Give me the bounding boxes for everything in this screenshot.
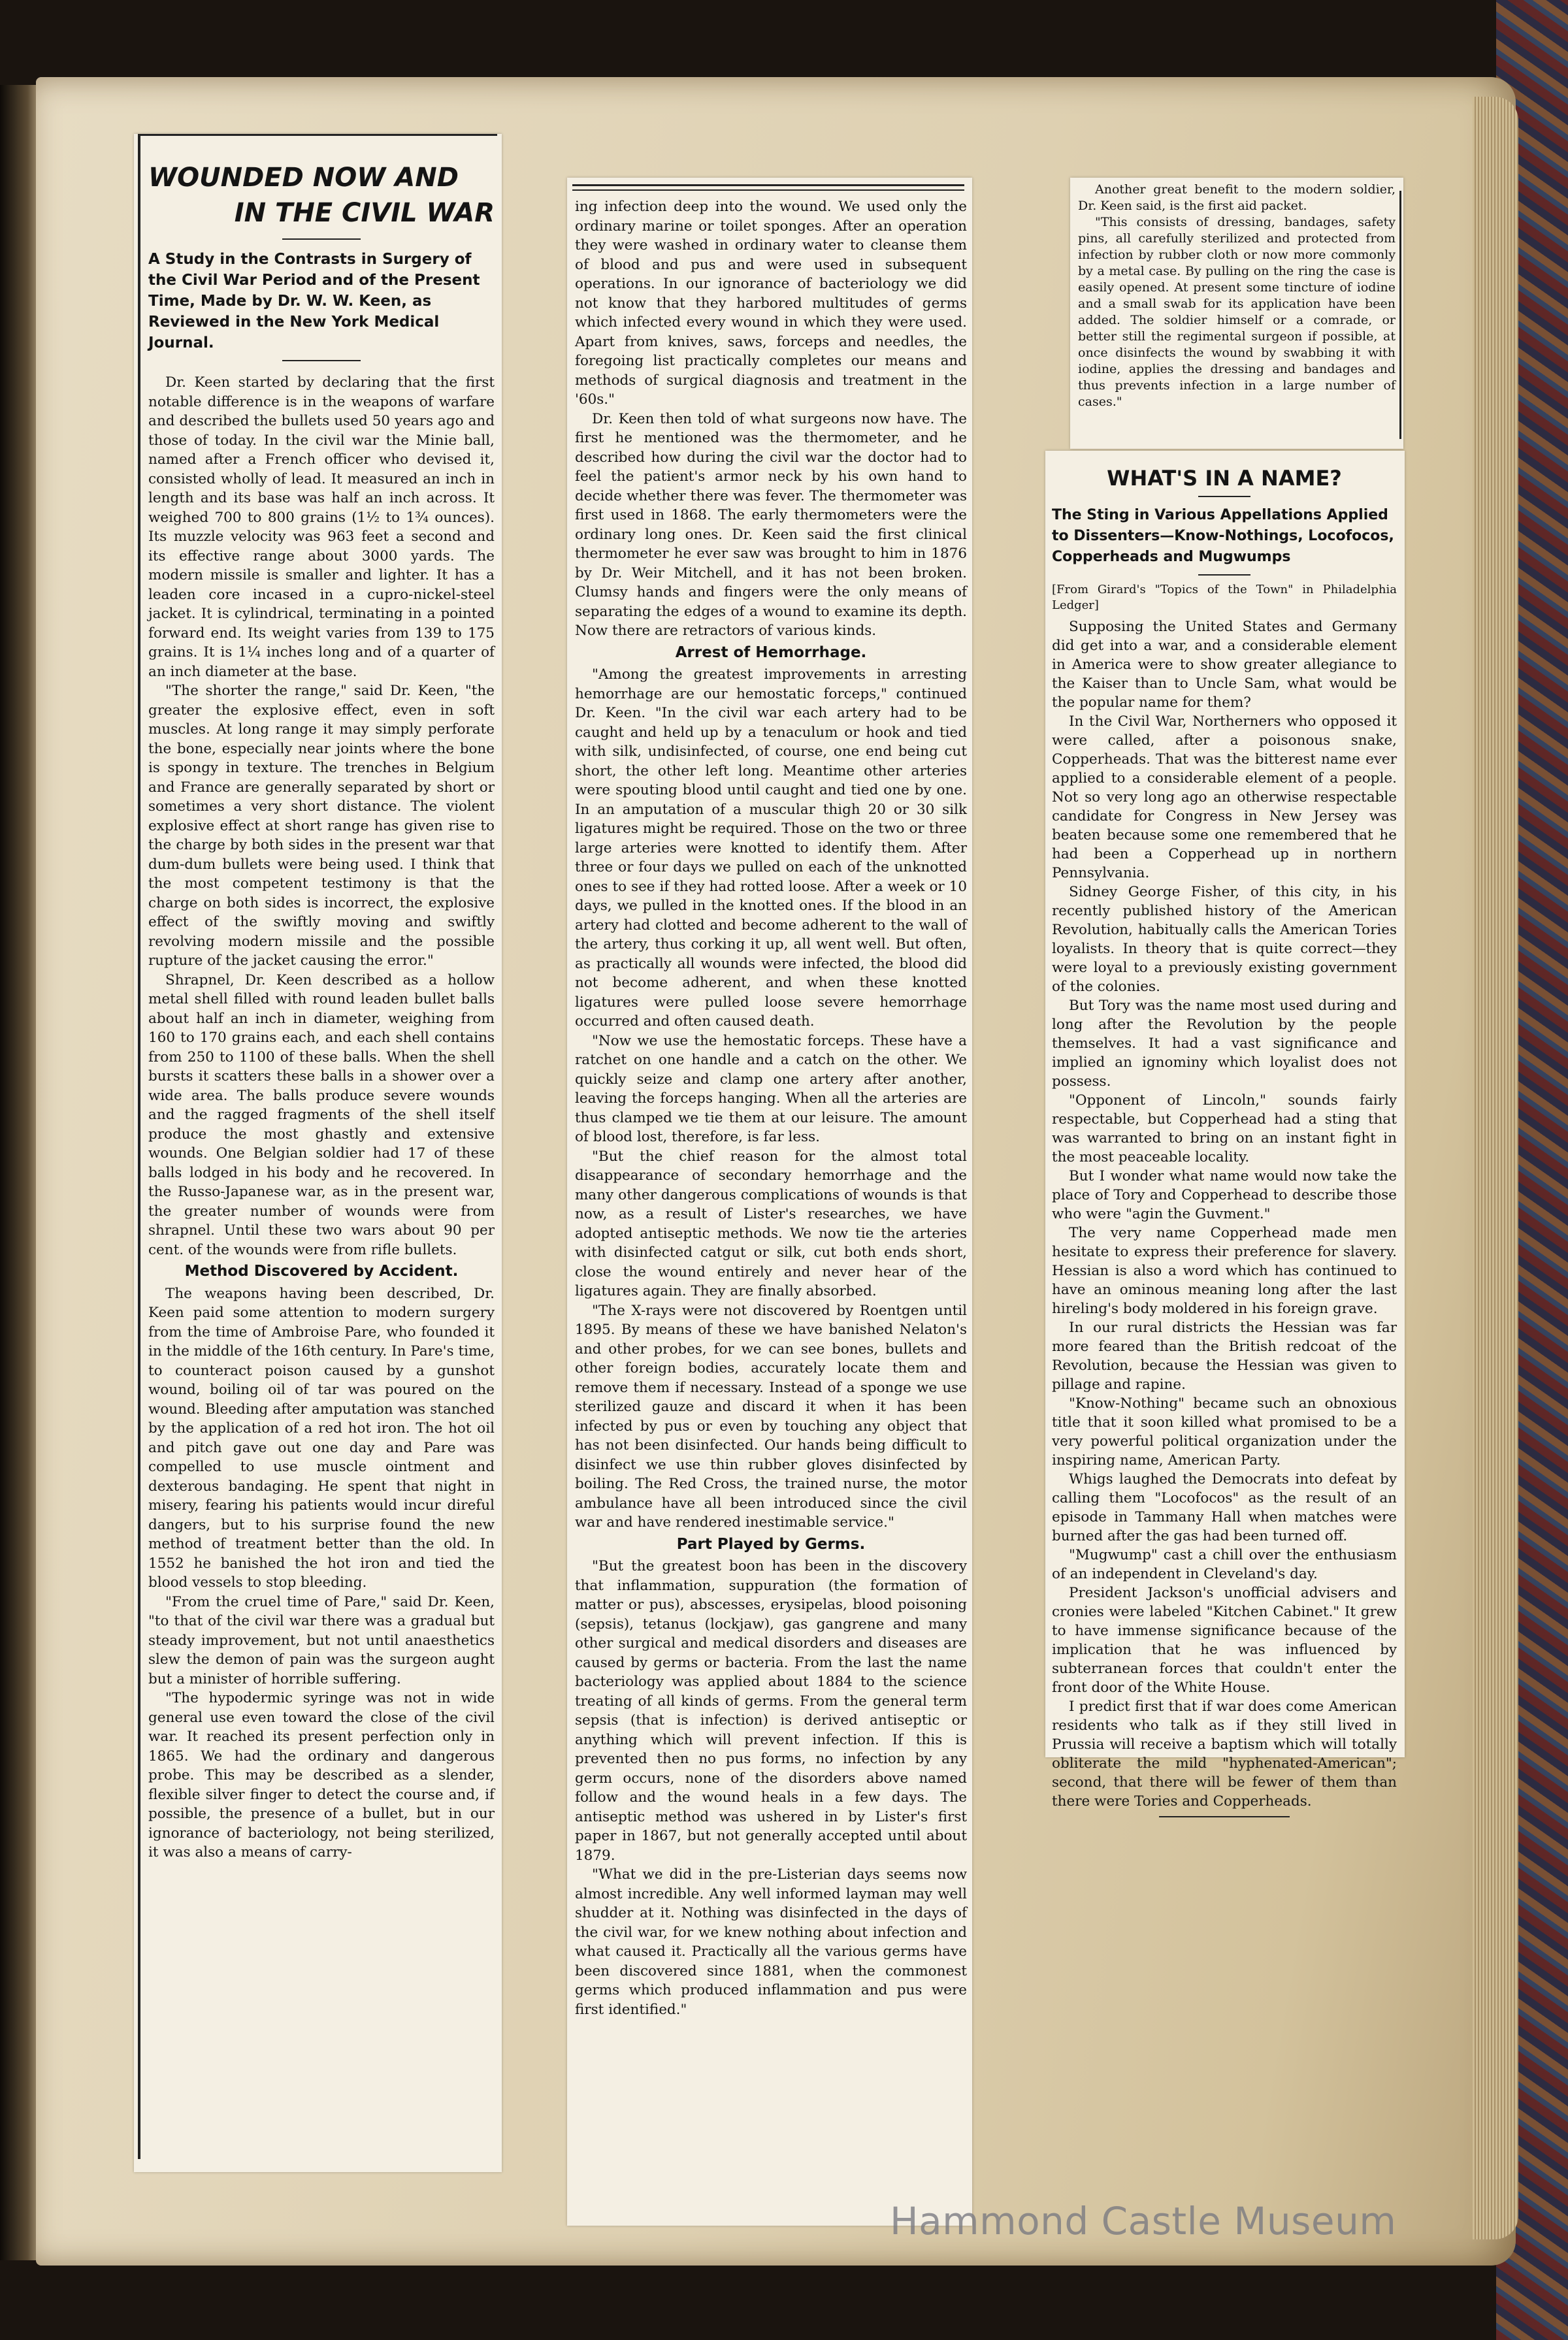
source-credit: [From Girard's "Topics of the Town" in Philadelphia Ledger]	[1052, 583, 1397, 612]
clipping-column-2	[567, 178, 972, 2226]
column-rule-right	[1399, 191, 1401, 439]
section-heading-germs: Part Played by Germs.	[676, 1535, 866, 1553]
paragraph: Whigs laughed the Democrats into defeat by calling them "Locofocos" as the result of an episode in Tammany Hall when matches were burned after the gas had been turned off.	[1052, 1471, 1397, 1544]
paragraph: But Tory was the name most used during and long after the Revolution by the people themselves. It had a vast significance and implied an ignominy which loyalist does not possess.	[1052, 998, 1397, 1090]
column-rule-left	[138, 134, 140, 2159]
article-wounded-col3	[1078, 182, 1396, 443]
watermark: Hammond Castle Museum	[890, 2199, 1397, 2243]
paragraph: "The X-rays were not discovered by Roentgen until 1895. By means of these we have banished Nelaton's and other probes, for we can see bones, bullets and other foreign bodies, accurately locate them and remove them if necessary. Instead of a sponge we use sterilized gauze and discard it when it has been infected by pus or even by touching any object that has not been disinfected. Our hands being difficult to disinfect we use thin rubber gloves disinfected by boiling. The Red Cross, the trained nurse, the motor ambulance have all been introduced since the civil war and have rendered inestimable service."	[575, 1302, 967, 1531]
section-heading-method: Method Discovered by Accident.	[184, 1263, 459, 1280]
paragraph: The very name Copperhead made men hesitate to express their preference for slavery. Hessian is also a word which has continued to have an ominous meaning long after the last hireling's body moldered in his foreign grave.	[1052, 1225, 1397, 1317]
paragraph: In our rural districts the Hessian was far more feared than the British redcoat of the Revolution, because the Hessian was given to pillage and rapine.	[1052, 1320, 1397, 1393]
column-rule-top	[572, 184, 964, 186]
section-heading-hemorrhage: Arrest of Hemorrhage.	[675, 643, 867, 661]
paragraph: "But the greatest boon has been in the discovery that inflammation, suppuration (the formation of matter or pus), abscesses, erysipelas, blood poisoning (sepsis), tetanus (lockjaw), gas gangrene and many other surgical and medical disorders and diseases are caused by germs or bacteria. From the last the name bacteriology was applied about 1884 to the science treating of all kinds of germs. From the general term sepsis (that is infection) is derived antiseptic or anything which will prevent infection. If this is prevented then no pus forms, no infection by any germ occurs, none of the disorders above named follow and the wound heals in a few days. The antiseptic method was ushered in by Lister's first paper in 1867, but not generally accepted until about 1879.	[575, 1558, 967, 1864]
paragraph: "Now we use the hemostatic forceps. These have a ratchet on one handle and a catch on the other. We quickly seize and clamp one artery after another, leaving the forceps hanging. When all the arteries are thus clamped we tie them at our leisure. The amount of blood lost, therefore, is far less.	[575, 1032, 967, 1145]
paragraph: I predict first that if war does come American residents who talk as if they still lived in Prussia will receive a baptism which will totally obliterate the mild "hyphenated-American"; second, that there will be fewer of them than there were Tories and Copperheads.	[1052, 1698, 1397, 1810]
paragraph: Another great benefit to the modern soldier, Dr. Keen said, is the first aid packet.	[1078, 182, 1396, 213]
column-rule-top	[139, 134, 497, 136]
paragraph: Dr. Keen started by declaring that the first notable difference is in the weapons of warfare and described the bullets used 50 years ago and those of today. In the civil war the Minie ball, named after a French officer who devised it, consisted wholly of lead. It measured an inch in length and its base was half an inch across. It weighed 700 to 800 grains (1½ to 1¾ ounces). Its muzzle velocity was 963 feet a second and its effective range about 3000 yards. The modern missile is smaller and lighter. It has a leaden core incased in a cupro-nickel-steel jacket. It is cylindrical, terminating in a pointed forward end. Its weight varies from 139 to 175 grains. It is 1¼ inches long and of a quarter of an inch diameter at the base.	[148, 374, 495, 680]
clipping-column-1	[134, 134, 502, 2172]
page-stack-edge	[1473, 97, 1518, 2239]
paragraph: Supposing the United States and Germany did get into a war, and a considerable element in America were to show greater allegiance to the Kaiser than to Uncle Sam, what would be the popular name for them?	[1052, 619, 1397, 711]
paragraph: "But the chief reason for the almost total disappearance of secondary hemorrhage and the many other dangerous complications of wounds is that now, as a result of Lister's researches, we have adopted antiseptic methods. We now tie the arteries with disinfected catgut or silk, cut both ends short, close the wound entirely and never hear of the ligatures again. They are finally absorbed.	[575, 1148, 967, 1299]
divider	[1198, 574, 1250, 576]
paragraph: "The hypodermic syringe was not in wide general use even toward the close of the civil war. It reached its present perfection only in 1865. We had the ordinary and dangerous probe. This may be described as a slender, flexible silver finger to detect the course and, if possible, the presence of a bullet, but in our ignorance of bacteriology, not being sterilized, it was also a means of carry-	[148, 1690, 495, 1861]
clipping-column-3-continuation	[1070, 178, 1403, 449]
paragraph: "What we did in the pre-Listerian days seems now almost incredible. Any well informed layman may well shudder at it. Nothing was disinfected in the days of the civil war, for we knew nothing about infection and what caused it. Practically all the various germs have been discovered since 1881, when the commonest germs which produced inflammation and pus were first identified."	[575, 1866, 967, 2018]
paragraph: "Know-Nothing" became such an obnoxious title that it soon killed what promised to be a very powerful political organization under the inspiring name, American Party.	[1052, 1395, 1397, 1469]
divider	[282, 238, 361, 240]
end-rule	[1159, 1816, 1290, 1817]
paragraph: "Among the greatest improvements in arresting hemorrhage are our hemostatic forceps," continued Dr. Keen. "In the civil war each artery had to be caught and held up by a tenaculum or hook and tied with silk, undisinfected, of course, one end being cut short, the other left long. Meantime other arteries were spouting blood until caught and tied one by one. In an amputation of a muscular thigh 20 or 30 silk ligatures might be required. Those on the two or three large arteries were knotted to identify them. After three or four days we pulled on each of the unknotted ones to see if they had rotted loose. After a week or 10 days, we pulled in the knotted ones. If the blood in an artery had clotted and become adherent to the wall of the artery, thus corking it up, all went well. But often, as practically all wounds were infected, the blood did not become adherent, and when these knotted ligatures were pulled loose severe hemorrhage occurred and often caused death.	[575, 666, 967, 1030]
paragraph: Dr. Keen then told of what surgeons now have. The first he mentioned was the thermometer, and he described how during the civil war the doctor had to feel the patient's armor neck by his own hand to decide whether there was fever. The thermometer was first used in 1868. The early thermometers were the ordinary long ones. Dr. Keen said the first clinical thermometer he ever saw was brought to him in 1876 by Dr. Weir Mitchell, and it has not been broken. Clumsy hands and fingers were the only means of separating the edges of a wound to examine its depth. Now there are retractors of various kinds.	[575, 410, 967, 639]
article-whats-in-a-name	[1052, 464, 1397, 1810]
article-wounded-col2	[575, 197, 967, 2213]
paragraph: "This consists of dressing, bandages, safety pins, all carefully sterilized and protected from infection by rubber cloth or now more commonly by a metal case. By pulling on the ring the case is easily opened. At present some tincture of iodine and a small swab for its application have been added. The soldier himself or a comrade, or better still the regimental surgeon if possible, at once disinfects the wound by swabbing it with iodine, applies the dressing and bandages and thus prevents infection in a large number of cases."	[1078, 215, 1396, 409]
paragraph: ing infection deep into the wound. We used only the ordinary marine or toilet sponges. After an operation they were washed in ordinary water to cleanse them of blood and pus and were used in subsequent operations. In our ignorance of bacteriology we did not know that they harbored multitudes of germs which infected every wound in which they were used. Apart from knives, saws, forceps and needles, the foregoing list practically completes our means and methods of surgical diagnosis and treatment in the '60s."	[575, 199, 967, 408]
paragraph: The weapons having been described, Dr. Keen paid some attention to modern surgery from the time of Ambroise Pare, who founded it in the middle of the 16th century. In Pare's time, to counteract poison caused by a gunshot wound, boiling oil of tar was poured on the wound. Bleeding after amputation was stanched by the application of a red hot iron. The hot oil and pitch gave out one day and Pare was compelled to use muscle ointment and dexterous bandaging. He spent that night in misery, fearing his patients would incur direful dangers, but to his surprise found the new method of treatment better than the old. In 1552 he banished the hot iron and tied the blood vessels to stop bleeding.	[148, 1285, 495, 1591]
paragraph: But I wonder what name would now take the place of Tory and Copperhead to describe those who were "agin the Guvment."	[1052, 1168, 1397, 1222]
paragraph: "Mugwump" cast a chill over the enthusiasm of an independent in Cleveland's day.	[1052, 1547, 1397, 1582]
paragraph: "Opponent of Lincoln," sounds fairly respectable, but Copperhead had a sting that was warranted to bring on an instant fight in the most peaceable locality.	[1052, 1092, 1397, 1165]
paragraph: President Jackson's unofficial advisers and cronies were labeled "Kitchen Cabinet." It grew to have immense significance because of the implication that he was influenced by subterranean forces that couldn't enter the front door of the White House.	[1052, 1585, 1397, 1696]
headline-whats-in-a-name: WHAT'S IN A NAME?	[1107, 466, 1342, 491]
paragraph: Sidney George Fisher, of this city, in his recently published history of the American Revolution, habitually calls the American Tories loyalists. In theory that is quite correct—they were loyal to a previously existing government of the colonies.	[1052, 884, 1397, 995]
paragraph: "From the cruel time of Pare," said Dr. Keen, "to that of the civil war there was a gradual but steady improvement, but not until anaesthetics slew the demon of pain was the surgeon aught but a minister of horrible suffering.	[148, 1593, 495, 1687]
article-subheadline: The Sting in Various Appellations Applied to Dissenters—Know-Nothings, Locofocos, Copperheads and Mugwumps	[1052, 507, 1394, 565]
headline-line-2: IN THE CIVIL WAR	[234, 198, 495, 228]
paragraph: In the Civil War, Northerners who opposed it were called, after a poisonous snake, Copperheads. That was the bitterest name ever applied to a considerable element of a people. Not so very long ago an otherwise respectable candidate for Congress in New Jersey was beaten because some one remembered that he had been a Copperhead up in northern Pennsylvania.	[1052, 713, 1397, 881]
column-rule-top-thin	[572, 189, 964, 191]
clipping-whats-in-a-name	[1045, 451, 1405, 1810]
paragraph: "The shorter the range," said Dr. Keen, "the greater the explosive effect, even in soft muscles. At long range it may simply perforate the bone, especially near joints where the bone is spongy in texture. The trenches in Belgium and France are generally separated by short or sometimes a very short distance. The violent explosive effect at short range has given rise to the charge by both sides in the present war that dum-dum bullets were being used. I think that the most competent testimony is that the charge on both sides is incorrect, the explosive effect of the swiftly moving and swiftly revolving modern missile and the possible rupture of the jacket causing the error."	[148, 683, 495, 969]
headline-line-1: WOUNDED NOW AND	[148, 163, 459, 193]
divider	[1198, 496, 1250, 497]
paragraph: Shrapnel, Dr. Keen described as a hollow metal shell filled with round leaden bullet balls about half an inch in diameter, weighing from 160 to 170 grains each, and each shell contains from 250 to 1100 of these balls. When the shell bursts it scatters these balls in a shower over a wide area. The balls produce severe wounds and the ragged fragments of the shell itself produce the most ghastly and extensive wounds. One Belgian soldier had 17 of these balls lodged in his body and he recovered. In the Russo-Japanese war, as in the present war, the greater number of wounds were from shrapnel. Until these two wars about 90 per cent. of the wounds were from rifle bullets.	[148, 971, 495, 1258]
article-wounded-col1	[148, 160, 495, 2166]
article-subheadline: A Study in the Contrasts in Surgery of the Civil War Period and of the Present Time, Made by Dr. W. W. Keen, as Reviewed in the New York Medical Journal.	[148, 251, 480, 351]
divider	[282, 360, 361, 361]
